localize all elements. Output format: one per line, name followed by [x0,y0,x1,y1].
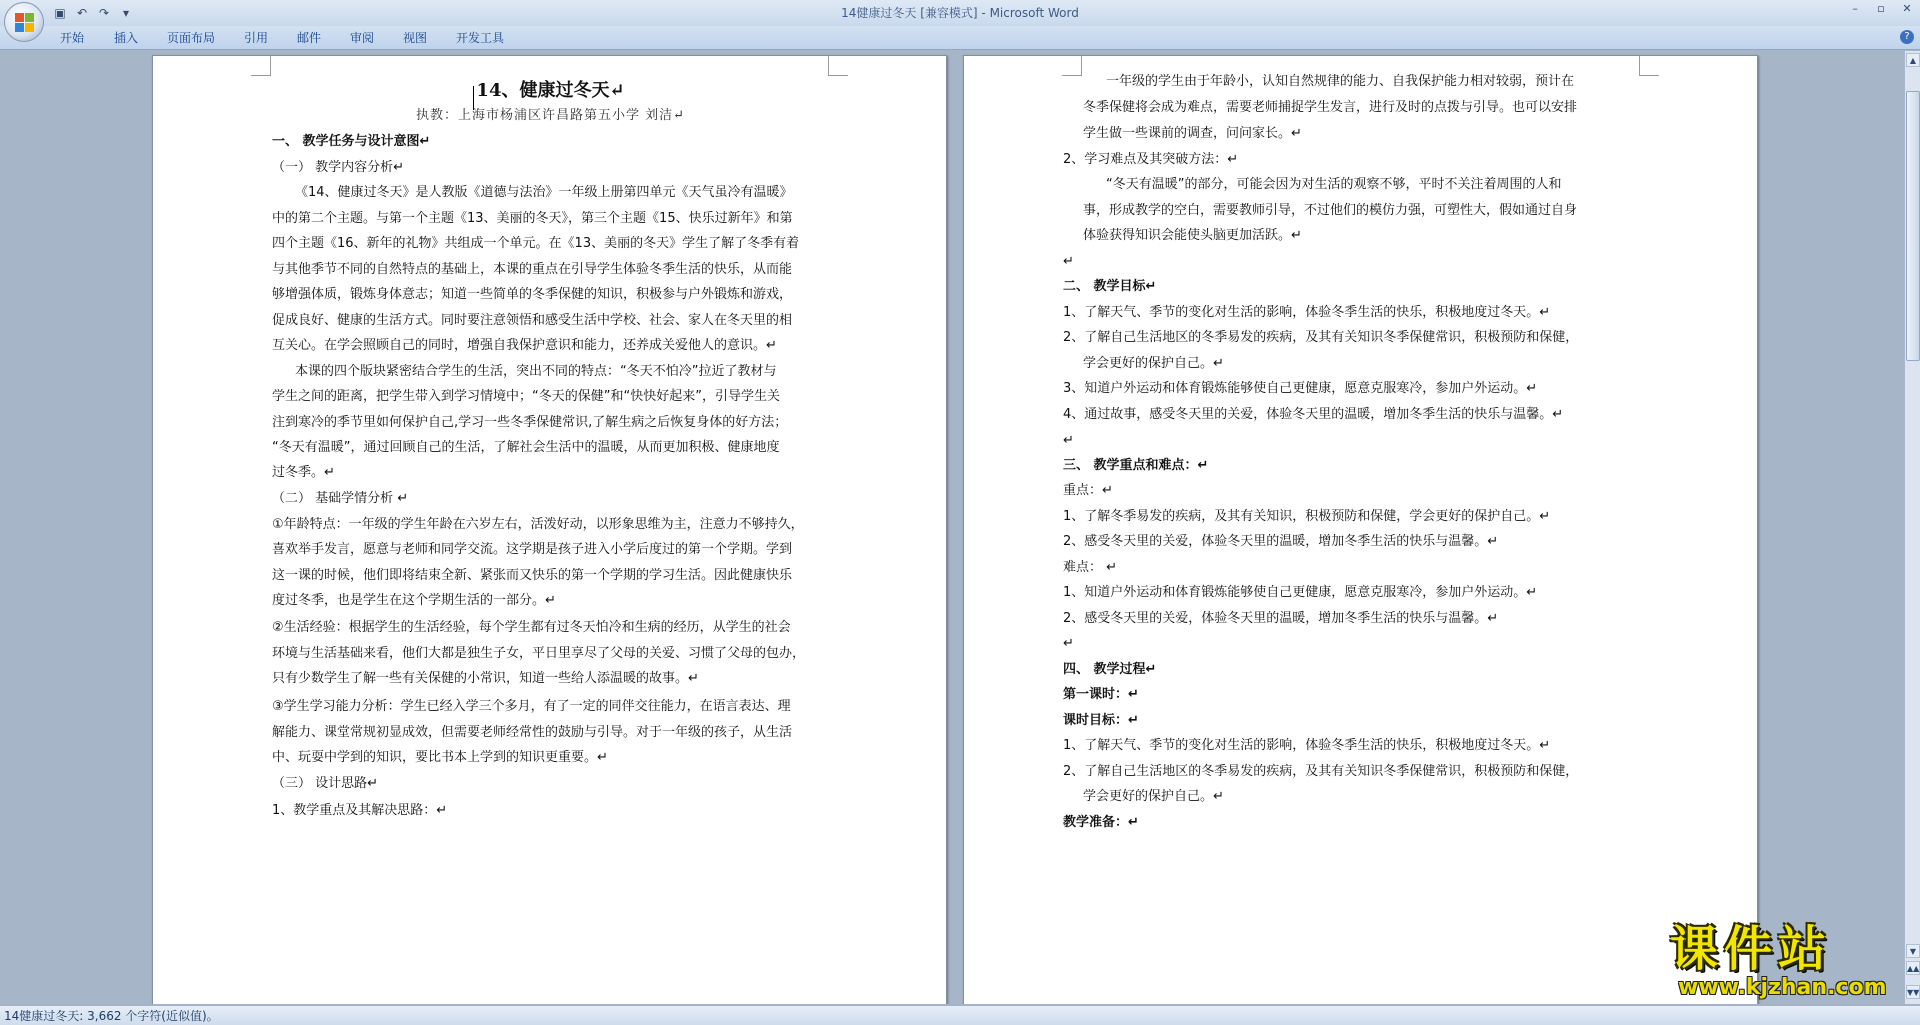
paragraph-line: 一年级的学生由于年龄小，认知自然规律的能力、自我保护能力相对较弱，预计在 [1106,74,1575,89]
section-heading: 四、 教学过程↵ [1063,662,1157,677]
paragraph-line: ③学生学习能力分析：学生已经入学三个多月，有了一定的同伴交往能力，在语言表达、理 [272,699,791,714]
paragraph-line: 环境与生活基础来看，他们大都是独生子女，平日里享尽了父母的关爱、习惯了父母的包办， [272,646,806,661]
tab-view[interactable]: 视图 [403,31,428,45]
prev-page-icon[interactable]: ▲▲ [1906,961,1920,975]
document-author: 执教：上海市杨浦区许昌路第五小学 刘洁↵ [415,108,686,123]
paragraph-line: 喜欢举手发言，愿意与老师和同学交流。这学期是孩子进入小学后度过的第一个学期。学到 [272,542,793,557]
paragraph-line: 与其他季节不同的自然特点的基础上，本课的重点在引导学生体验冬季生活的快乐，从而能 [272,262,793,277]
paragraph-line: ①年龄特点：一年级的学生年龄在六岁左右，活泼好动，以形象思维为主，注意力不够持久， [272,517,804,532]
title-bar [0,0,1920,26]
status-bar [0,1005,1920,1025]
tab-mailings[interactable]: 邮件 [297,31,322,45]
customize-icon[interactable]: ▾ [122,6,130,20]
paragraph-line: 4、通过故事，感受冬天里的关爱，体验冬天里的温暖，增加冬季生活的快乐与温馨。↵ [1063,407,1564,422]
paragraph-line: “冬天有温暖”的部分，可能会因为对生活的观察不够，平时不关注着周围的人和 [1106,177,1562,192]
paragraph-line: 中、玩耍中学到的知识，要比书本上学到的知识更重要。↵ [272,750,608,765]
paragraph-line: 度过冬季，也是学生在这个学期生活的一部分。↵ [272,593,556,608]
paragraph-line: 1、教学重点及其解决思路：↵ [272,803,448,818]
paragraph-line: 互关心。在学会照顾自己的同时，增强自我保护意识和能力，还养成关爱他人的意识。↵ [272,338,777,353]
paragraph-line: 只有少数学生了解一些有关保健的小常识，知道一些给人添温暖的故事。↵ [272,671,699,686]
paragraph-line: 1、了解天气、季节的变化对生活的影响，体验冬季生活的快乐，积极地度过冬天。↵ [1063,738,1551,753]
vertical-scrollbar[interactable] [1904,51,1920,1004]
window-title: 14健康过冬天 [兼容模式] - Microsoft Word [841,6,1079,20]
ribbon-tabs [0,26,1920,50]
paragraph-line: 四个主题《16、新年的礼物》共组成一个单元。在《13、美丽的冬天》学生了解了冬季有着 [272,236,800,251]
document-page-1[interactable] [152,55,947,1004]
tab-references[interactable]: 引用 [244,31,269,45]
paragraph-line: 2、感受冬天里的关爱，体验冬天里的温暖，增加冬季生活的快乐与温馨。↵ [1063,534,1499,549]
close-icon[interactable]: ✕ [1902,2,1912,15]
undo-icon[interactable]: ↶ [76,6,88,20]
paragraph-line: 2、了解自己生活地区的冬季易发的疾病，及其有关知识冬季保健常识，积极预防和保健， [1063,764,1579,779]
tab-page-layout[interactable]: 页面布局 [167,31,216,45]
section-heading: 教学准备：↵ [1063,815,1139,830]
scroll-up-icon[interactable]: ▲ [1906,53,1920,67]
window-controls [1842,0,1920,22]
paragraph-line: 2、学习难点及其突破方法：↵ [1063,152,1239,167]
quick-access-toolbar [52,4,134,22]
section-heading: 二、 教学目标↵ [1063,279,1157,294]
watermark-title: 课件站 [1670,921,1833,977]
section-heading: 三、 教学重点和难点：↵ [1063,458,1209,473]
paragraph-line: ↵ [1063,636,1074,651]
crop-mark [828,56,848,76]
document-title: 14、健康过冬天↵ [476,80,625,101]
section-heading: 第一课时：↵ [1063,687,1139,702]
paragraph-line: 1、了解冬季易发的疾病，及其有关知识，积极预防和保健，学会更好的保护自己。↵ [1063,509,1551,524]
paragraph-line: 冬季保健将会成为难点，需要老师捕捉学生发言，进行及时的点拨与引导。也可以安排 [1083,100,1578,115]
section-heading: 课时目标：↵ [1063,713,1139,728]
paragraph-line: 学生之间的距离，把学生带入到学习情境中；“冬天的保健”和“快快好起来”，引导学生关 [272,389,780,404]
redo-icon[interactable]: ↷ [98,6,110,20]
paragraph-line: 重点：↵ [1063,483,1113,498]
tab-review[interactable]: 审阅 [350,31,375,45]
paragraph-line: 2、了解自己生活地区的冬季易发的疾病，及其有关知识冬季保健常识，积极预防和保健， [1063,330,1579,345]
paragraph-line: 过冬季。↵ [272,465,335,480]
minimize-icon[interactable]: – [1852,2,1858,15]
paragraph-line: 学会更好的保护自己。↵ [1083,356,1224,371]
paragraph-line: 这一课的时候，他们即将结束全新、紧张而又快乐的第一个学期的学习生活。因此健康快乐 [272,568,793,583]
paragraph-line: 促成良好、健康的生活方式。同时要注意领悟和感受生活中学校、社会、家人在冬天里的相 [272,313,793,328]
crop-mark [1639,56,1659,76]
paragraph-line: 本课的四个版块紧密结合学生的生活，突出不同的特点：“冬天不怕冷”拉近了教材与 [295,364,777,379]
paragraph-line: 《14、健康过冬天》是人教版《道德与法治》一年级上册第四单元《天气虽冷有温暖》 [295,185,793,200]
maximize-icon[interactable]: ▫ [1877,2,1885,15]
section-heading: 一、 教学任务与设计意图↵ [272,134,431,149]
paragraph-line: 学生做一些课前的调查，问问家长。↵ [1083,126,1302,141]
paragraph-line: 够增强体质，锻炼身体意志；知道一些简单的冬季保健的知识，积极参与户外锻炼和游戏， [272,287,793,302]
office-button[interactable] [4,2,44,42]
paragraph-line: （二） 基础学情分析 ↵ [272,491,409,506]
paragraph-line: 难点： ↵ [1063,560,1118,575]
paragraph-line: 注到寒冷的季节里如何保护自己,学习一些冬季保健常识,了解生病之后恢复身体的好方法； [272,415,788,430]
paragraph-line: 解能力、课堂常规初显成效，但需要老师经常性的鼓励与引导。对于一年级的孩子，从生活 [272,725,793,740]
next-page-icon[interactable]: ▼▼ [1906,985,1920,999]
watermark-url: www.kjzhan.com [1678,975,1887,1000]
paragraph-line: 1、了解天气、季节的变化对生活的影响，体验冬季生活的快乐，积极地度过冬天。↵ [1063,305,1551,320]
document-page-2[interactable] [963,55,1758,1004]
tab-insert[interactable]: 插入 [114,31,139,45]
paragraph-line: ②生活经验：根据学生的生活经验，每个学生都有过冬天怕冷和生病的经历，从学生的社会 [272,620,791,635]
word-count-status[interactable]: 14健康过冬天: 3,662 个字符(近似值)。 [4,1009,219,1023]
tab-home[interactable]: 开始 [60,31,85,45]
paragraph-line: 事，形成教学的空白，需要教师引导，不过他们的模仿力强，可塑性大，假如通过自身 [1083,203,1578,218]
crop-mark [251,56,271,76]
paragraph-line: ↵ [1063,433,1074,448]
paragraph-line: “冬天有温暖”，通过回顾自己的生活，了解社会生活中的温暖，从而更加积极、健康地度 [272,440,780,455]
paragraph-line: 学会更好的保护自己。↵ [1083,789,1224,804]
document-workspace [0,51,1904,1004]
paragraph-line: （三） 设计思路↵ [272,776,379,791]
paragraph-line: 中的第二个主题。与第一个主题《13、美丽的冬天》，第三个主题《15、快乐过新年》和第 [272,211,793,226]
site-watermark-logo [1670,922,1910,1002]
crop-mark [1062,56,1082,76]
paragraph-line: 3、知道户外运动和体育锻炼能够使自己更健康，愿意克服寒冷，参加户外运动。↵ [1063,381,1538,396]
paragraph-line: 1、知道户外运动和体育锻炼能够使自己更健康，愿意克服寒冷，参加户外运动。↵ [1063,585,1538,600]
tab-developer[interactable]: 开发工具 [456,31,505,45]
help-icon[interactable]: ? [1900,30,1914,44]
office-logo-icon [15,13,35,33]
save-icon[interactable]: ▣ [54,6,66,20]
paragraph-line: ↵ [1063,254,1074,269]
paragraph-line: 2、感受冬天里的关爱，体验冬天里的温暖，增加冬季生活的快乐与温馨。↵ [1063,611,1499,626]
scroll-thumb[interactable] [1906,91,1920,361]
paragraph-line: （一） 教学内容分析↵ [272,160,405,175]
scroll-down-icon[interactable]: ▼ [1906,944,1920,958]
paragraph-line: 体验获得知识会能使头脑更加活跃。↵ [1083,228,1302,243]
